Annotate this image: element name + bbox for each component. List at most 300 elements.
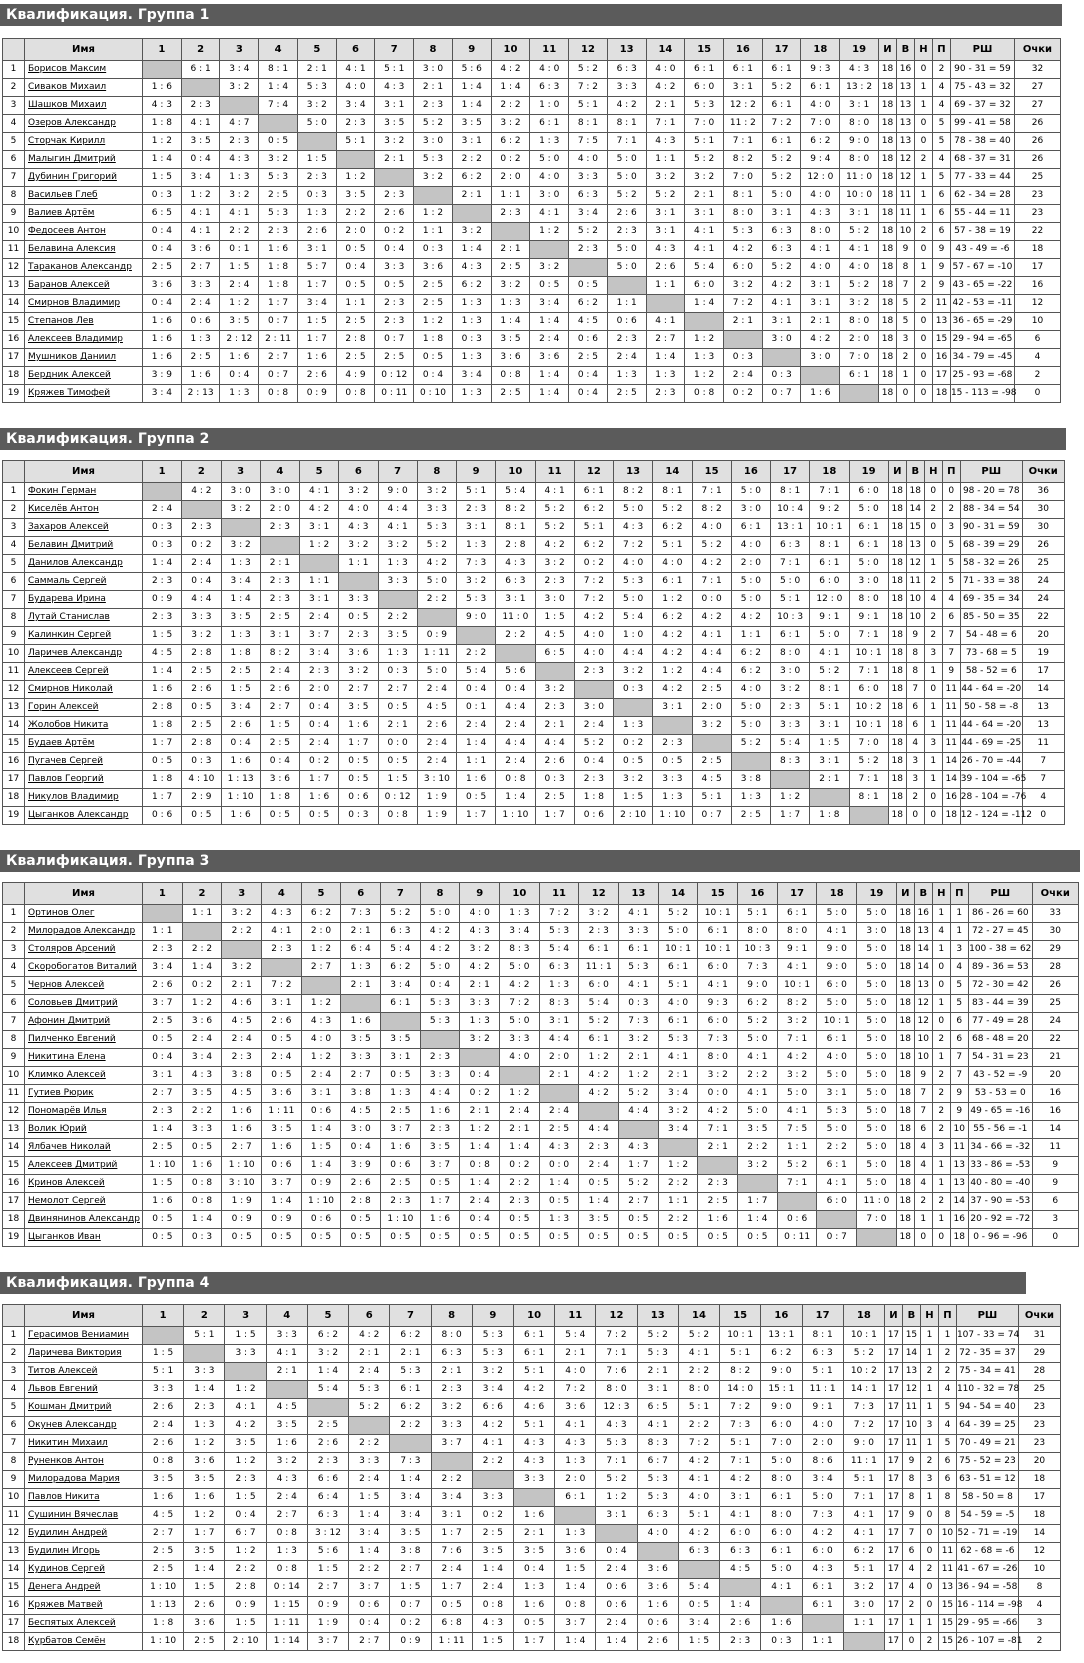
player-name-link[interactable]: Ларичев Александр [25,645,143,663]
player-name-link[interactable]: Никитина Елена [25,1049,143,1067]
score-cell: 0 : 4 [569,367,608,385]
score-cell: 2 : 0 [731,555,770,573]
score-cell: 4 : 4 [692,663,731,681]
header-row [3,1305,1061,1327]
rank-cell: 9 [3,205,25,223]
points-cell: 30 [1022,501,1064,519]
player-name-link[interactable]: Кудинов Сергей [25,1561,143,1579]
score-cell: 7 : 2 [614,537,653,555]
score-cell: 3 : 4 [658,1121,698,1139]
score-cell: 6 : 0 [720,1525,761,1543]
score-cell: 9 : 0 [738,977,778,995]
score-cell: 8 : 0 [596,1381,637,1399]
score-cell: 3 : 2 [259,151,298,169]
player-name-link[interactable]: Окунев Александр [25,1417,143,1435]
player-name-link[interactable]: Скоробогатов Виталий [25,959,143,977]
score-cell: 0 : 5 [182,699,221,717]
score-cell: 0 : 5 [539,1229,579,1247]
player-name-link[interactable]: Жолобов Никита [25,717,143,735]
player-name-link[interactable]: Бударева Ирина [25,591,143,609]
header-cell: Н [932,883,950,905]
goal-diff-cell: 43 - 65 = -22 [950,277,1014,295]
score-cell: 5 : 2 [762,169,801,187]
score-cell: 4 : 2 [420,923,460,941]
header-cell: 8 [420,883,460,905]
header-cell: 13 [619,883,659,905]
player-name-link[interactable]: Цыганков Иван [25,1229,143,1247]
player-name-link[interactable]: Пугачев Сергей [25,753,143,771]
score-cell: 7 : 2 [574,591,613,609]
player-name-link[interactable]: Волик Юрий [25,1121,143,1139]
score-cell: 2 : 4 [472,1579,513,1597]
score-cell: 4 : 0 [569,151,608,169]
score-cell: 2 : 3 [307,1453,348,1471]
score-cell: 0 : 2 [724,385,763,403]
score-cell: 2 : 3 [698,1175,738,1193]
score-cell: 0 : 5 [530,277,569,295]
score-cell: 3 : 5 [341,1031,381,1049]
player-name-link[interactable]: Никулов Владимир [25,789,143,807]
table-row [3,753,1065,771]
score-cell: 5 : 0 [607,169,646,187]
score-cell: 6 : 2 [390,1399,431,1417]
score-cell: 0 : 5 [339,609,378,627]
player-name-link[interactable]: Тараканов Александр [25,259,143,277]
score-cell: 3 : 2 [378,537,417,555]
score-cell: 0 : 2 [390,1615,431,1633]
score-cell: 2 : 3 [574,771,613,789]
player-name-link[interactable]: Двинянинов Александр [25,1211,143,1229]
score-cell: 7 : 1 [777,1031,817,1049]
player-name-link[interactable]: Лутай Станислав [25,609,143,627]
player-name-link[interactable]: Мушников Даниил [25,349,143,367]
score-cell: 5 : 0 [857,977,897,995]
table-row [3,681,1065,699]
player-name-link[interactable]: Павлов Никита [25,1489,143,1507]
player-name-link[interactable]: Алексеев Дмитрий [25,1157,143,1175]
player-name-link[interactable]: Захаров Алексей [25,519,143,537]
player-name-link[interactable]: Гутиев Рюрик [25,1085,143,1103]
score-cell: 7 : 2 [574,573,613,591]
player-name-link[interactable]: Дубинин Григорий [25,169,143,187]
header-cell: В [902,1305,920,1327]
player-name-link[interactable]: Киселёв Антон [25,501,143,519]
score-cell: 7 : 1 [692,573,731,591]
score-cell: 2 : 4 [579,1157,619,1175]
player-name-link[interactable]: Федосеев Антон [25,223,143,241]
player-name-link[interactable]: Павлов Георгий [25,771,143,789]
score-cell: 0 : 9 [143,591,182,609]
table-row [3,1597,1061,1615]
score-cell: 2 : 5 [182,717,221,735]
score-cell: 2 : 3 [431,1381,472,1399]
score-cell: 8 : 1 [802,1327,843,1345]
score-cell: 1 : 2 [301,995,341,1013]
player-name-link[interactable]: Белавина Алексия [25,241,143,259]
header-cell: 6 [336,39,375,61]
rank-cell: 18 [3,367,25,385]
header-name: Имя [25,883,143,905]
table-row [3,1085,1079,1103]
player-name-link[interactable]: Ялбачев Николай [25,1139,143,1157]
score-cell: 0 : 5 [619,1211,659,1229]
score-cell: 3 : 4 [221,699,260,717]
rank-cell: 11 [3,1507,25,1525]
losses-cell: 4 [942,591,960,609]
player-name-link[interactable]: Данилов Александр [25,555,143,573]
score-cell: 0 : 6 [777,1211,817,1229]
score-cell: 6 : 0 [802,1543,843,1561]
player-name-link[interactable]: Баранов Алексей [25,277,143,295]
score-cell: 0 : 6 [143,807,182,825]
games-cell: 18 [888,789,906,807]
score-cell: 1 : 1 [143,923,183,941]
score-cell: 2 : 6 [637,1633,678,1651]
score-cell: 0 : 5 [431,1597,472,1615]
score-cell: 8 : 1 [653,483,692,501]
games-cell: 18 [896,1067,914,1085]
games-cell: 18 [896,1121,914,1139]
score-cell: 2 : 4 [143,501,182,519]
score-cell: 8 : 2 [260,645,299,663]
player-name-link[interactable]: Денега Андрей [25,1579,143,1597]
points-cell: 24 [1032,1013,1078,1031]
score-cell: 5 : 1 [569,97,608,115]
score-cell: 1 : 10 [653,807,692,825]
player-name-link[interactable]: Белавин Дмитрий [25,537,143,555]
player-name-link[interactable]: Милорадов Александр [25,923,143,941]
games-cell: 18 [896,1085,914,1103]
header-rank [3,883,25,905]
wins-cell: 0 [906,807,924,825]
player-name-link[interactable]: Валиев Артём [25,205,143,223]
player-name-link[interactable]: Смирнов Владимир [25,295,143,313]
score-cell: 0 : 5 [260,807,299,825]
score-cell: 1 : 10 [222,1157,262,1175]
player-name-link[interactable]: Кряжев Матвей [25,1597,143,1615]
wins-cell: 7 [902,1525,920,1543]
score-cell: 0 : 3 [535,771,574,789]
games-cell: 17 [884,1489,902,1507]
player-name-link[interactable]: Ортинов Олег [25,905,143,923]
score-cell: 1 : 6 [182,1157,222,1175]
score-cell: 2 : 5 [221,663,260,681]
table-row [3,223,1061,241]
goal-diff-cell: 72 - 27 = 45 [968,923,1032,941]
games-cell: 18 [878,97,896,115]
draws-cell: 1 [932,1157,950,1175]
score-cell: 1 : 6 [341,1013,381,1031]
games-cell: 17 [884,1633,902,1651]
score-cell: 0 : 7 [259,313,298,331]
score-cell: 4 : 1 [685,241,724,259]
score-cell: 5 : 2 [777,1157,817,1175]
header-cell: 17 [762,39,801,61]
score-cell: 1 : 4 [596,1633,637,1651]
points-cell: 16 [1032,1103,1078,1121]
player-name-link[interactable]: Васильев Глеб [25,187,143,205]
games-cell: 17 [884,1345,902,1363]
score-cell: 3 : 4 [390,1489,431,1507]
score-cell: 1 : 4 [262,1193,302,1211]
score-cell: 3 : 1 [300,591,339,609]
table-row [3,519,1065,537]
wins-cell: 0 [902,1633,920,1651]
score-cell: 1 : 11 [431,1633,472,1651]
table-row [3,241,1061,259]
rank-cell: 19 [3,807,25,825]
score-cell: 3 : 5 [452,115,491,133]
score-cell: 0 : 3 [143,519,182,537]
score-cell: 9 : 0 [761,1363,802,1381]
player-name-link[interactable]: Алексеев Сергей [25,663,143,681]
score-cell: 6 : 0 [724,259,763,277]
diagonal-cell [260,537,299,555]
score-cell: 2 : 4 [349,1471,390,1489]
score-cell: 6 : 2 [801,133,840,151]
rank-cell: 6 [3,151,25,169]
score-cell: 3 : 4 [569,205,608,223]
draws-cell: 1 [932,941,950,959]
rank-cell: 11 [3,663,25,681]
score-cell: 2 : 1 [513,1525,554,1543]
header-cell: Очки [1032,883,1078,905]
score-cell: 2 : 4 [417,753,456,771]
score-cell: 5 : 1 [738,905,778,923]
player-name-link[interactable]: Сиваков Михаил [25,79,143,97]
score-cell: 5 : 4 [579,995,619,1013]
score-cell: 4 : 2 [802,1525,843,1543]
player-name-link[interactable]: Герасимов Вениамин [25,1327,143,1345]
header-cell: Н [924,461,942,483]
score-cell: 7 : 4 [259,97,298,115]
score-cell: 5 : 3 [259,169,298,187]
rank-cell: 9 [3,1471,25,1489]
score-cell: 1 : 2 [653,663,692,681]
score-cell: 3 : 4 [297,295,336,313]
losses-cell: 5 [932,133,950,151]
score-cell: 3 : 2 [579,905,619,923]
score-cell: 6 : 5 [535,645,574,663]
points-cell: 13 [1022,699,1064,717]
goal-diff-cell: 0 - 96 = -96 [968,1229,1032,1247]
score-cell: 8 : 1 [259,61,298,79]
score-cell: 3 : 1 [801,295,840,313]
wins-cell: 2 [914,1193,932,1211]
score-cell: 6 : 0 [817,1193,857,1211]
score-cell: 5 : 4 [496,483,535,501]
score-cell: 4 : 2 [349,1327,390,1345]
player-name-link[interactable]: Пилченко Евгений [25,1031,143,1049]
score-cell: 1 : 6 [381,1139,421,1157]
player-name-link[interactable]: Степанов Лев [25,313,143,331]
score-cell: 1 : 4 [500,1139,540,1157]
player-name-link[interactable]: Сушинин Вячеслав [25,1507,143,1525]
player-name-link[interactable]: Цыганков Александр [25,807,143,825]
score-cell: 1 : 6 [221,807,260,825]
player-name-link[interactable]: Титов Алексей [25,1363,143,1381]
player-name-link[interactable]: Шашков Михаил [25,97,143,115]
player-name-link[interactable]: Климко Алексей [25,1067,143,1085]
rank-cell: 18 [3,1633,25,1651]
score-cell: 4 : 2 [535,537,574,555]
score-cell: 5 : 4 [555,1327,596,1345]
points-cell: 22 [1032,1031,1078,1049]
score-cell: 2 : 3 [181,97,220,115]
header-cell: 18 [817,883,857,905]
player-name-link[interactable]: Ларичева Виктория [25,1345,143,1363]
player-name-link[interactable]: Горин Алексей [25,699,143,717]
header-cell: 9 [452,39,491,61]
score-cell: 2 : 7 [301,959,341,977]
draws-cell: 2 [932,1103,950,1121]
score-cell: 0 : 2 [182,977,222,995]
goal-diff-cell: 99 - 41 = 58 [950,115,1014,133]
games-cell: 18 [896,1103,914,1121]
draws-cell: 2 [914,277,932,295]
player-name-link[interactable]: Алексеев Владимир [25,331,143,349]
score-cell: 2 : 3 [259,223,298,241]
score-cell: 1 : 2 [143,133,182,151]
table-row [3,1031,1079,1049]
points-cell: 13 [1022,717,1064,735]
losses-cell: 9 [932,259,950,277]
score-cell: 0 : 4 [182,573,221,591]
player-name-link[interactable]: Будилин Андрей [25,1525,143,1543]
table-row [3,1507,1061,1525]
score-cell: 4 : 0 [692,519,731,537]
player-name-link[interactable]: Милорадова Мария [25,1471,143,1489]
score-cell: 1 : 2 [225,1381,266,1399]
score-cell: 0 : 8 [266,1561,307,1579]
games-cell: 18 [888,519,906,537]
diagonal-cell [555,1507,596,1525]
score-cell: 3 : 1 [801,277,840,295]
header-cell: 1 [143,1305,184,1327]
player-name-link[interactable]: Пономарёв Илья [25,1103,143,1121]
score-cell: 5 : 0 [761,1561,802,1579]
player-name-link[interactable]: Никитин Михаил [25,1435,143,1453]
score-cell: 4 : 1 [801,241,840,259]
player-name-link[interactable]: Сторчак Кирилл [25,133,143,151]
player-name-link[interactable]: Калинкин Сергей [25,627,143,645]
score-cell: 9 : 3 [801,61,840,79]
score-cell: 1 : 7 [297,277,336,295]
player-name-link[interactable]: Малыгин Дмитрий [25,151,143,169]
diagonal-cell [817,1211,857,1229]
losses-cell: 5 [950,995,968,1013]
losses-cell: 7 [950,1067,968,1085]
score-cell: 0 : 6 [637,1615,678,1633]
player-name-link[interactable]: Львов Евгений [25,1381,143,1399]
player-name-link[interactable]: Кошман Дмитрий [25,1399,143,1417]
draws-cell: 0 [914,241,932,259]
score-cell: 2 : 5 [731,807,770,825]
score-cell: 4 : 5 [692,771,731,789]
score-cell: 0 : 4 [300,717,339,735]
player-name-link[interactable]: Смирнов Николай [25,681,143,699]
score-cell: 2 : 2 [491,97,530,115]
player-name-link[interactable]: Кряжев Тимофей [25,385,143,403]
goal-diff-cell: 42 - 53 = -11 [950,295,1014,313]
score-cell: 6 : 0 [698,1013,738,1031]
table-row [3,1633,1061,1651]
score-cell: 6 : 2 [569,295,608,313]
score-cell: 5 : 1 [184,1327,225,1345]
score-cell: 4 : 2 [762,277,801,295]
score-cell: 2 : 5 [414,295,453,313]
score-cell: 7 : 0 [849,735,888,753]
score-cell: 0 : 7 [692,807,731,825]
draws-cell: 0 [924,519,942,537]
score-cell: 4 : 4 [692,645,731,663]
player-name-link[interactable]: Беспятых Алексей [25,1615,143,1633]
score-cell: 7 : 1 [843,1489,884,1507]
header-cell: 14 [653,461,692,483]
draws-cell: 2 [932,1031,950,1049]
rank-cell: 11 [3,1085,25,1103]
points-cell: 10 [1014,313,1060,331]
player-name-link[interactable]: Столяров Арсений [25,941,143,959]
score-cell: 2 : 3 [260,519,299,537]
draws-cell: 0 [932,1229,950,1247]
player-name-link[interactable]: Фокин Герман [25,483,143,501]
score-cell: 1 : 6 [637,1597,678,1615]
score-cell: 0 : 14 [266,1579,307,1597]
score-cell: 5 : 3 [457,591,496,609]
player-name-link[interactable]: Бердник Алексей [25,367,143,385]
losses-cell: 5 [932,169,950,187]
score-cell: 1 : 6 [222,1121,262,1139]
score-cell: 9 : 1 [777,941,817,959]
score-cell: 7 : 1 [849,771,888,789]
points-cell: 11 [1022,735,1064,753]
score-cell: 6 : 3 [530,79,569,97]
rank-cell: 7 [3,169,25,187]
score-cell: 5 : 0 [658,923,698,941]
score-cell: 4 : 5 [143,1507,184,1525]
diagonal-cell [530,241,569,259]
player-name-link[interactable]: Саммаль Сергей [25,573,143,591]
score-cell: 5 : 2 [678,1327,719,1345]
score-cell: 7 : 1 [720,1453,761,1471]
score-cell: 4 : 2 [678,1525,719,1543]
player-name-link[interactable]: Будаев Артём [25,735,143,753]
player-name-link[interactable]: Будилин Игорь [25,1543,143,1561]
score-cell: 5 : 3 [349,1381,390,1399]
player-name-link[interactable]: Озеров Александр [25,115,143,133]
player-name-link[interactable]: Афонин Дмитрий [25,1013,143,1031]
score-cell: 1 : 8 [143,717,182,735]
score-cell: 3 : 5 [390,1525,431,1543]
diagonal-cell [802,1615,843,1633]
player-name-link[interactable]: Руненков Антон [25,1453,143,1471]
score-cell: 4 : 2 [513,1381,554,1399]
diagonal-cell [452,205,491,223]
player-name-link[interactable]: Немолот Сергей [25,1193,143,1211]
player-name-link[interactable]: Чернов Алексей [25,977,143,995]
player-name-link[interactable]: Курбатов Семён [25,1633,143,1651]
player-name-link[interactable]: Борисов Максим [25,61,143,79]
score-cell: 5 : 1 [843,1471,884,1489]
player-name-link[interactable]: Соловьев Дмитрий [25,995,143,1013]
draws-cell: 1 [920,1489,938,1507]
losses-cell: 11 [938,1543,956,1561]
score-cell: 5 : 2 [646,187,685,205]
score-cell: 13 : 1 [771,519,810,537]
score-cell: 2 : 1 [460,977,500,995]
player-name-link[interactable]: Кринов Алексей [25,1175,143,1193]
